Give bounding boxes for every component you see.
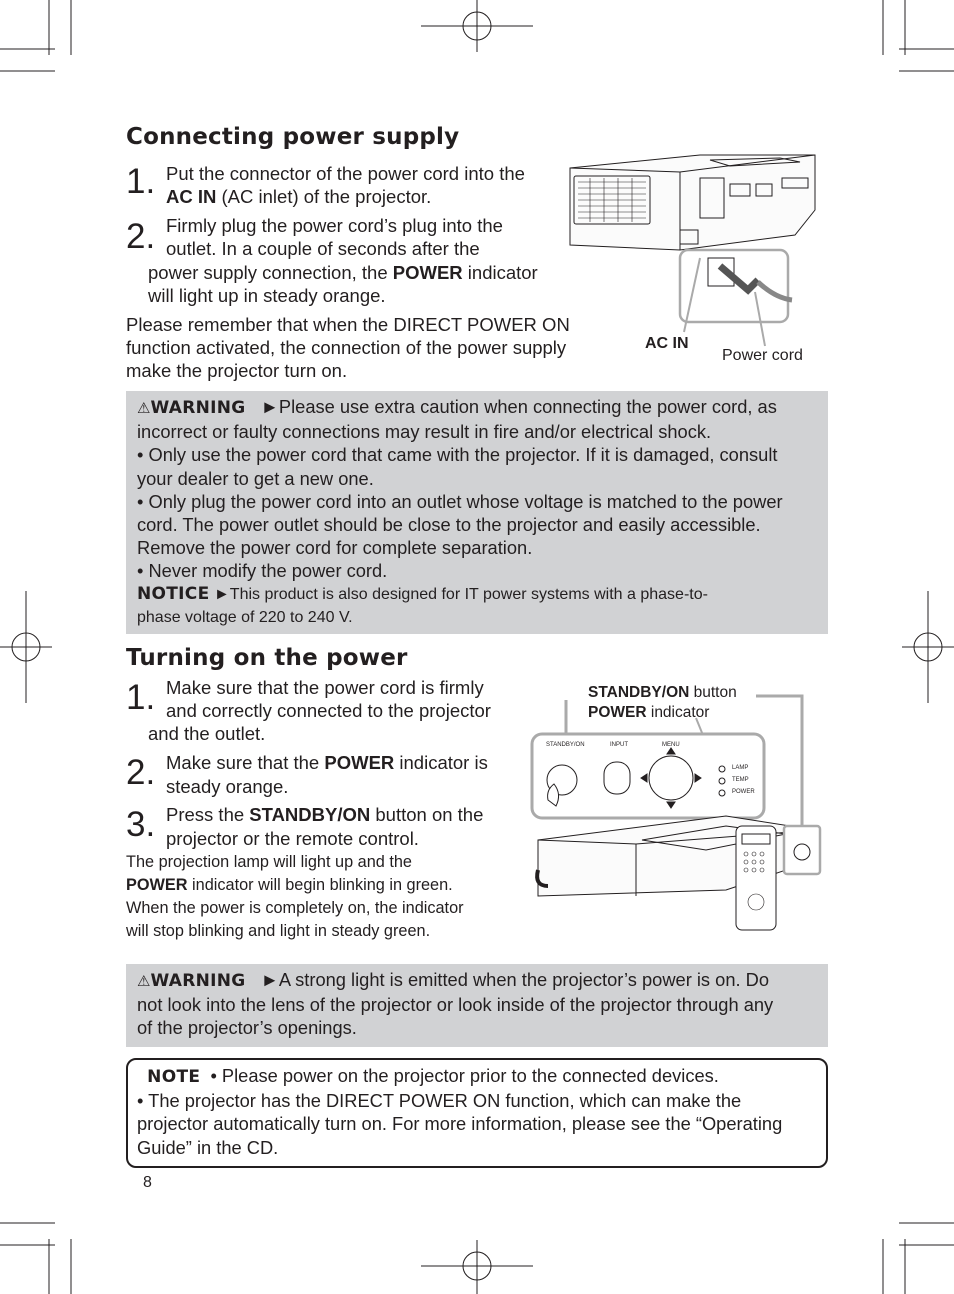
arrow-icon: ►: [213, 585, 230, 603]
page-number: 8: [143, 1174, 152, 1191]
paragraph-line-1: Please remember that when the DIRECT POWER ON: [126, 314, 570, 335]
warning-label: WARNING: [150, 971, 246, 991]
warning-line: incorrect or faulty connections may result in fire and/or electrical shock.: [137, 421, 712, 443]
panel-menu-label: MENU: [662, 742, 680, 748]
arrow-icon: ►: [260, 969, 279, 990]
step-number: 1.: [126, 162, 156, 201]
section-title-connecting-power-supply: Connecting power supply: [126, 124, 460, 150]
warning-icon: ⚠: [137, 400, 151, 417]
step-1-line-1: Put the connector of the power cord into the: [166, 163, 525, 184]
note-label: NOTE: [147, 1067, 201, 1087]
power-term: POWER: [392, 262, 463, 283]
step-2-line-1: Make sure that the POWER indicator is: [166, 752, 488, 773]
step-1-line-2: and correctly connected to the projector: [166, 700, 491, 721]
control-panel-illustration: [526, 690, 826, 940]
note-line-3: When the power is completely on, the indicator: [126, 899, 464, 917]
power-term: POWER: [126, 876, 188, 894]
panel-temp-label: TEMP: [732, 777, 749, 783]
step-2-line-4: will light up in steady orange.: [148, 285, 386, 306]
warning-line: of the projector’s openings.: [137, 1017, 357, 1039]
power-cord-label: Power cord: [722, 347, 803, 364]
note-line: • The projector has the DIRECT POWER ON function, which can make the: [137, 1090, 742, 1112]
warning-line: your dealer to get a new one.: [137, 467, 374, 489]
step-2-line-2: outlet. In a couple of seconds after the: [166, 238, 480, 259]
paragraph-line-2: function activated, the connection of the power supply: [126, 337, 567, 358]
step-number: 2.: [126, 217, 156, 256]
note-line-4: will stop blinking and light in steady green.: [126, 922, 431, 940]
warning-icon: ⚠: [137, 973, 151, 990]
note-line-1: The projection lamp will light up and the: [126, 853, 412, 871]
panel-lamp-label: LAMP: [732, 765, 749, 771]
warning-label: WARNING: [150, 398, 246, 418]
note-box: [126, 1058, 828, 1168]
note-line-2: POWER indicator will begin blinking in green.: [126, 876, 453, 894]
ac-in-label: AC IN: [645, 335, 689, 352]
warning-box: [126, 391, 828, 634]
step-number: 1.: [126, 678, 156, 717]
notice-label: NOTICE: [137, 583, 210, 604]
notice-line-2: phase voltage of 220 to 240 V.: [137, 608, 353, 626]
step-3-line-1: Press the STANDBY/ON button on the: [166, 804, 484, 825]
step-2-line-2: steady orange.: [166, 776, 289, 797]
paragraph-line-3: make the projector turn on.: [126, 360, 348, 381]
warning-line-1: ⚠WARNING ►Please use extra caution when connecting the power cord, as: [137, 396, 777, 418]
step-1-line-2: AC IN (AC inlet) of the projector.: [166, 186, 432, 207]
warning-line: cord. The power outlet should be close to the projector and easily accessible.: [137, 514, 761, 536]
warning-line: • Only plug the power cord into an outlet whose voltage is matched to the power: [137, 490, 783, 512]
warning-line: • Only use the power cord that came with the projector. If it is damaged, consult: [137, 444, 778, 466]
step-2-line-3: power supply connection, the POWER indicator: [148, 262, 538, 283]
arrow-icon: ►: [260, 396, 279, 417]
warning-box: [126, 964, 828, 1047]
panel-power-label: POWER: [732, 789, 755, 795]
step-1-line-3: and the outlet.: [148, 723, 266, 744]
step-1-line-1: Make sure that the power cord is firmly: [166, 677, 484, 698]
step-2-line-1: Firmly plug the power cord’s plug into the: [166, 215, 503, 236]
note-line-1: NOTE • Please power on the projector prior to the connected devices.: [147, 1065, 719, 1087]
warning-line: Remove the power cord for complete separation.: [137, 537, 533, 559]
standby-on-button-label: STANDBY/ON button: [588, 684, 737, 701]
step-number: 2.: [126, 753, 156, 792]
ac-in-term: AC IN: [166, 186, 217, 207]
step-number: 3.: [126, 805, 156, 844]
notice-line-1: NOTICE ►This product is also designed for IT power systems with a phase-to-: [137, 583, 708, 604]
step-3-line-2: projector or the remote control.: [166, 828, 419, 849]
panel-input-label: INPUT: [610, 742, 628, 748]
power-indicator-label: POWER indicator: [588, 704, 710, 721]
warning-line: • Never modify the power cord.: [137, 560, 388, 582]
panel-standby-on-label: STANDBY/ON: [546, 742, 585, 748]
warning-line-1: ⚠WARNING ►A strong light is emitted when the projector’s power is on. Do: [137, 969, 770, 991]
note-line: Guide” in the CD.: [137, 1136, 279, 1158]
section-title-turning-on-the-power: Turning on the power: [126, 645, 408, 671]
power-term: POWER: [324, 752, 395, 773]
note-line: projector automatically turn on. For more information, please see the “Operating: [137, 1113, 783, 1135]
projector-ac-inlet-illustration: [560, 150, 820, 350]
warning-line: not look into the lens of the projector or look inside of the projector through any: [137, 994, 774, 1016]
standby-on-term: STANDBY/ON: [249, 804, 371, 825]
